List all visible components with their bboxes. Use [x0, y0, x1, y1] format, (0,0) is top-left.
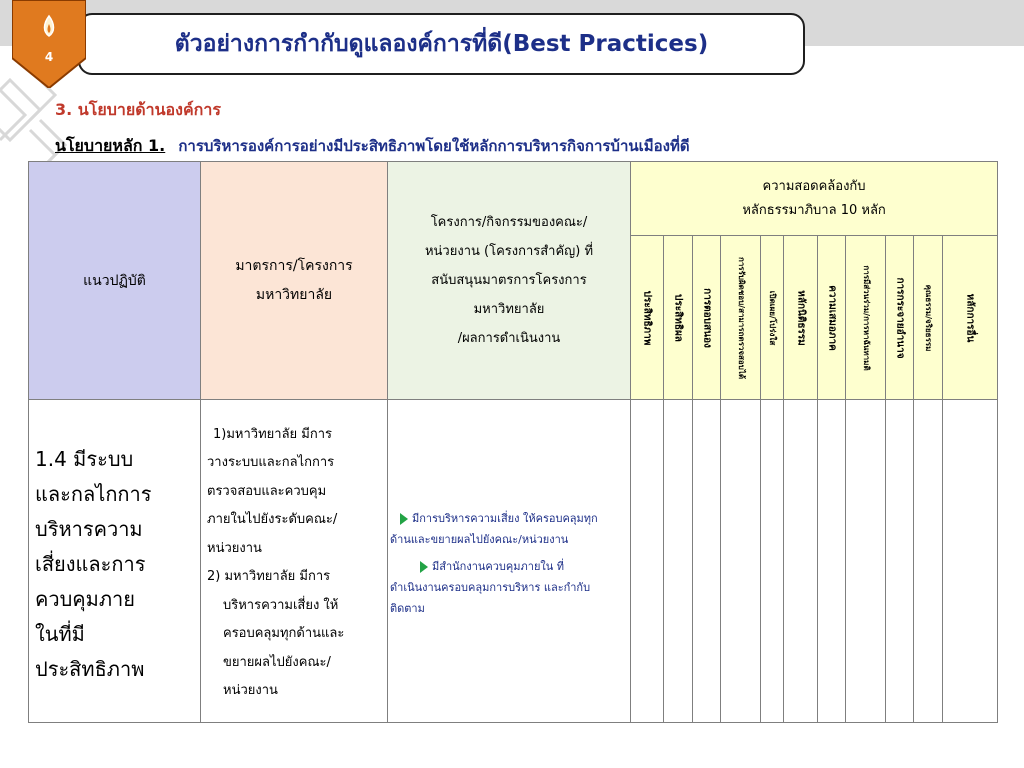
principle-header [631, 236, 664, 400]
green-arrow-icon [420, 561, 428, 573]
header-project-line: มหาวิทยาลัย [473, 302, 545, 317]
principle-cell [784, 400, 818, 723]
practice-line: ประสิทธิภาพ [35, 656, 145, 681]
project-item [390, 556, 628, 619]
slide-number-badge [12, 0, 86, 88]
project-line: มีการบริหารความเสี่ยง ให้ครอบคลุมทุก [412, 511, 598, 525]
table-row [29, 400, 998, 723]
header-practice-label: แนวปฏิบัติ [83, 272, 146, 289]
principle-cell [818, 400, 846, 723]
measure-line: 1)มหาวิทยาลัย มีการ [213, 426, 333, 442]
principle-label: การตอบสนอง [701, 287, 712, 348]
measure-line: 2) มหาวิทยาลัย มีการ [207, 569, 331, 584]
principle-cell [631, 400, 664, 723]
slide-title-box [78, 13, 805, 75]
principle-header [846, 236, 886, 400]
principle-header [818, 236, 846, 400]
slide-title: ตัวอย่างการกำกับดูแลองค์การที่ดี(Best Practices) [174, 31, 709, 57]
policy-line [55, 134, 690, 159]
policy-text: การบริหารองค์การอย่างมีประสิทธิภาพโดยใช้หลักการบริหารกิจการบ้านเมืองที่ดี [178, 137, 690, 155]
measure-line: บริหารความเสี่ยง ให้ [223, 597, 339, 613]
principle-cell [846, 400, 886, 723]
project-line: มีสำนักงานควบคุมภายใน ที่ [432, 559, 565, 573]
header-project-line: หน่วยงาน (โครงการสำคัญ) ที่ [424, 244, 594, 259]
project-line: ด้านและขยายผลไปยังคณะ/หน่วยงาน [390, 532, 569, 546]
principle-label: ประสิทธิผล [672, 293, 684, 342]
principle-cell [943, 400, 998, 723]
principle-header [693, 236, 721, 400]
principle-label: เปิดเผย/โปร่งใส [768, 290, 777, 345]
principle-label: การรับผิดชอบ/สามารถตรวจสอบได้ [736, 256, 746, 379]
measure-line: หน่วยงาน [223, 683, 278, 698]
practices-table [28, 161, 998, 723]
project-item [390, 508, 628, 550]
green-arrow-icon [400, 513, 408, 525]
header-practice [29, 162, 201, 400]
principle-label: คุณธรรม/จริยธรรม [924, 284, 933, 351]
header-measure [201, 162, 388, 400]
practice-line: และกลไกการ [35, 481, 152, 506]
section-heading: 3. นโยบายด้านองค์การ [55, 100, 221, 119]
measure-line: ตรวจสอบและควบคุม [207, 483, 327, 499]
slide-number: 4 [44, 50, 54, 64]
practice-line: เสี่ยงและการ [35, 551, 146, 576]
header-measure-line: มาตรการ/โครงการ [235, 257, 353, 274]
header-project-line: /ผลการดำเนินงาน [457, 331, 561, 346]
principle-cell [761, 400, 784, 723]
practice-line: ในที่มี [35, 621, 85, 646]
principle-header [721, 236, 761, 400]
principle-header [914, 236, 943, 400]
practice-line: บริหารความ [35, 516, 143, 541]
header-governance-line: ความสอดคล้องกับ [762, 178, 866, 194]
principle-header [784, 236, 818, 400]
principle-cell [721, 400, 761, 723]
practice-line: ควบคุมภาย [35, 586, 135, 611]
measure-line: วางระบบและกลไกการ [207, 455, 335, 470]
header-measure-line: มหาวิทยาลัย [255, 286, 333, 303]
measure-line: หน่วยงาน [207, 540, 262, 556]
measure-line: ภายในไปยังระดับคณะ/ [207, 512, 338, 527]
principle-label: หลักการอื่น [964, 293, 976, 342]
principle-label: หลักนิติธรรม [795, 289, 806, 346]
principle-header [943, 236, 998, 400]
project-cell [388, 400, 631, 723]
principle-cell [693, 400, 721, 723]
principle-cell [886, 400, 914, 723]
measure-cell [201, 400, 388, 723]
practice-line: 1.4 มีระบบ [35, 446, 134, 471]
policy-label: นโยบายหลัก 1. [55, 136, 166, 155]
measure-line: ขยายผลไปยังคณะ/ [223, 654, 331, 670]
header-project-line: โครงการ/กิจกรรมของคณะ/ [430, 215, 588, 230]
principle-label: การกระจายอำนาจ [894, 276, 905, 359]
principle-label: ประสิทธิภาพ [641, 290, 653, 345]
header-project-line: สนับสนุนมาตรการโครงการ [431, 273, 587, 288]
header-governance [631, 162, 998, 236]
project-line: ดำเนินงานครอบคลุมการบริหาร และกำกับ [390, 580, 591, 594]
measure-line: ครอบคลุมทุกด้านและ [223, 626, 345, 641]
principle-label: ความเสมอภาค [826, 284, 837, 351]
principle-cell [664, 400, 693, 723]
project-line: ติดตาม [390, 601, 425, 615]
principle-label: การมีส่วนร่วม/การหาฉันทามติ [861, 264, 871, 371]
principle-cell [914, 400, 943, 723]
principle-header [761, 236, 784, 400]
principle-header [664, 236, 693, 400]
header-project [388, 162, 631, 400]
practice-cell [29, 400, 201, 723]
principle-header [886, 236, 914, 400]
header-governance-line: หลักธรรมาภิบาล 10 หลัก [742, 202, 886, 218]
